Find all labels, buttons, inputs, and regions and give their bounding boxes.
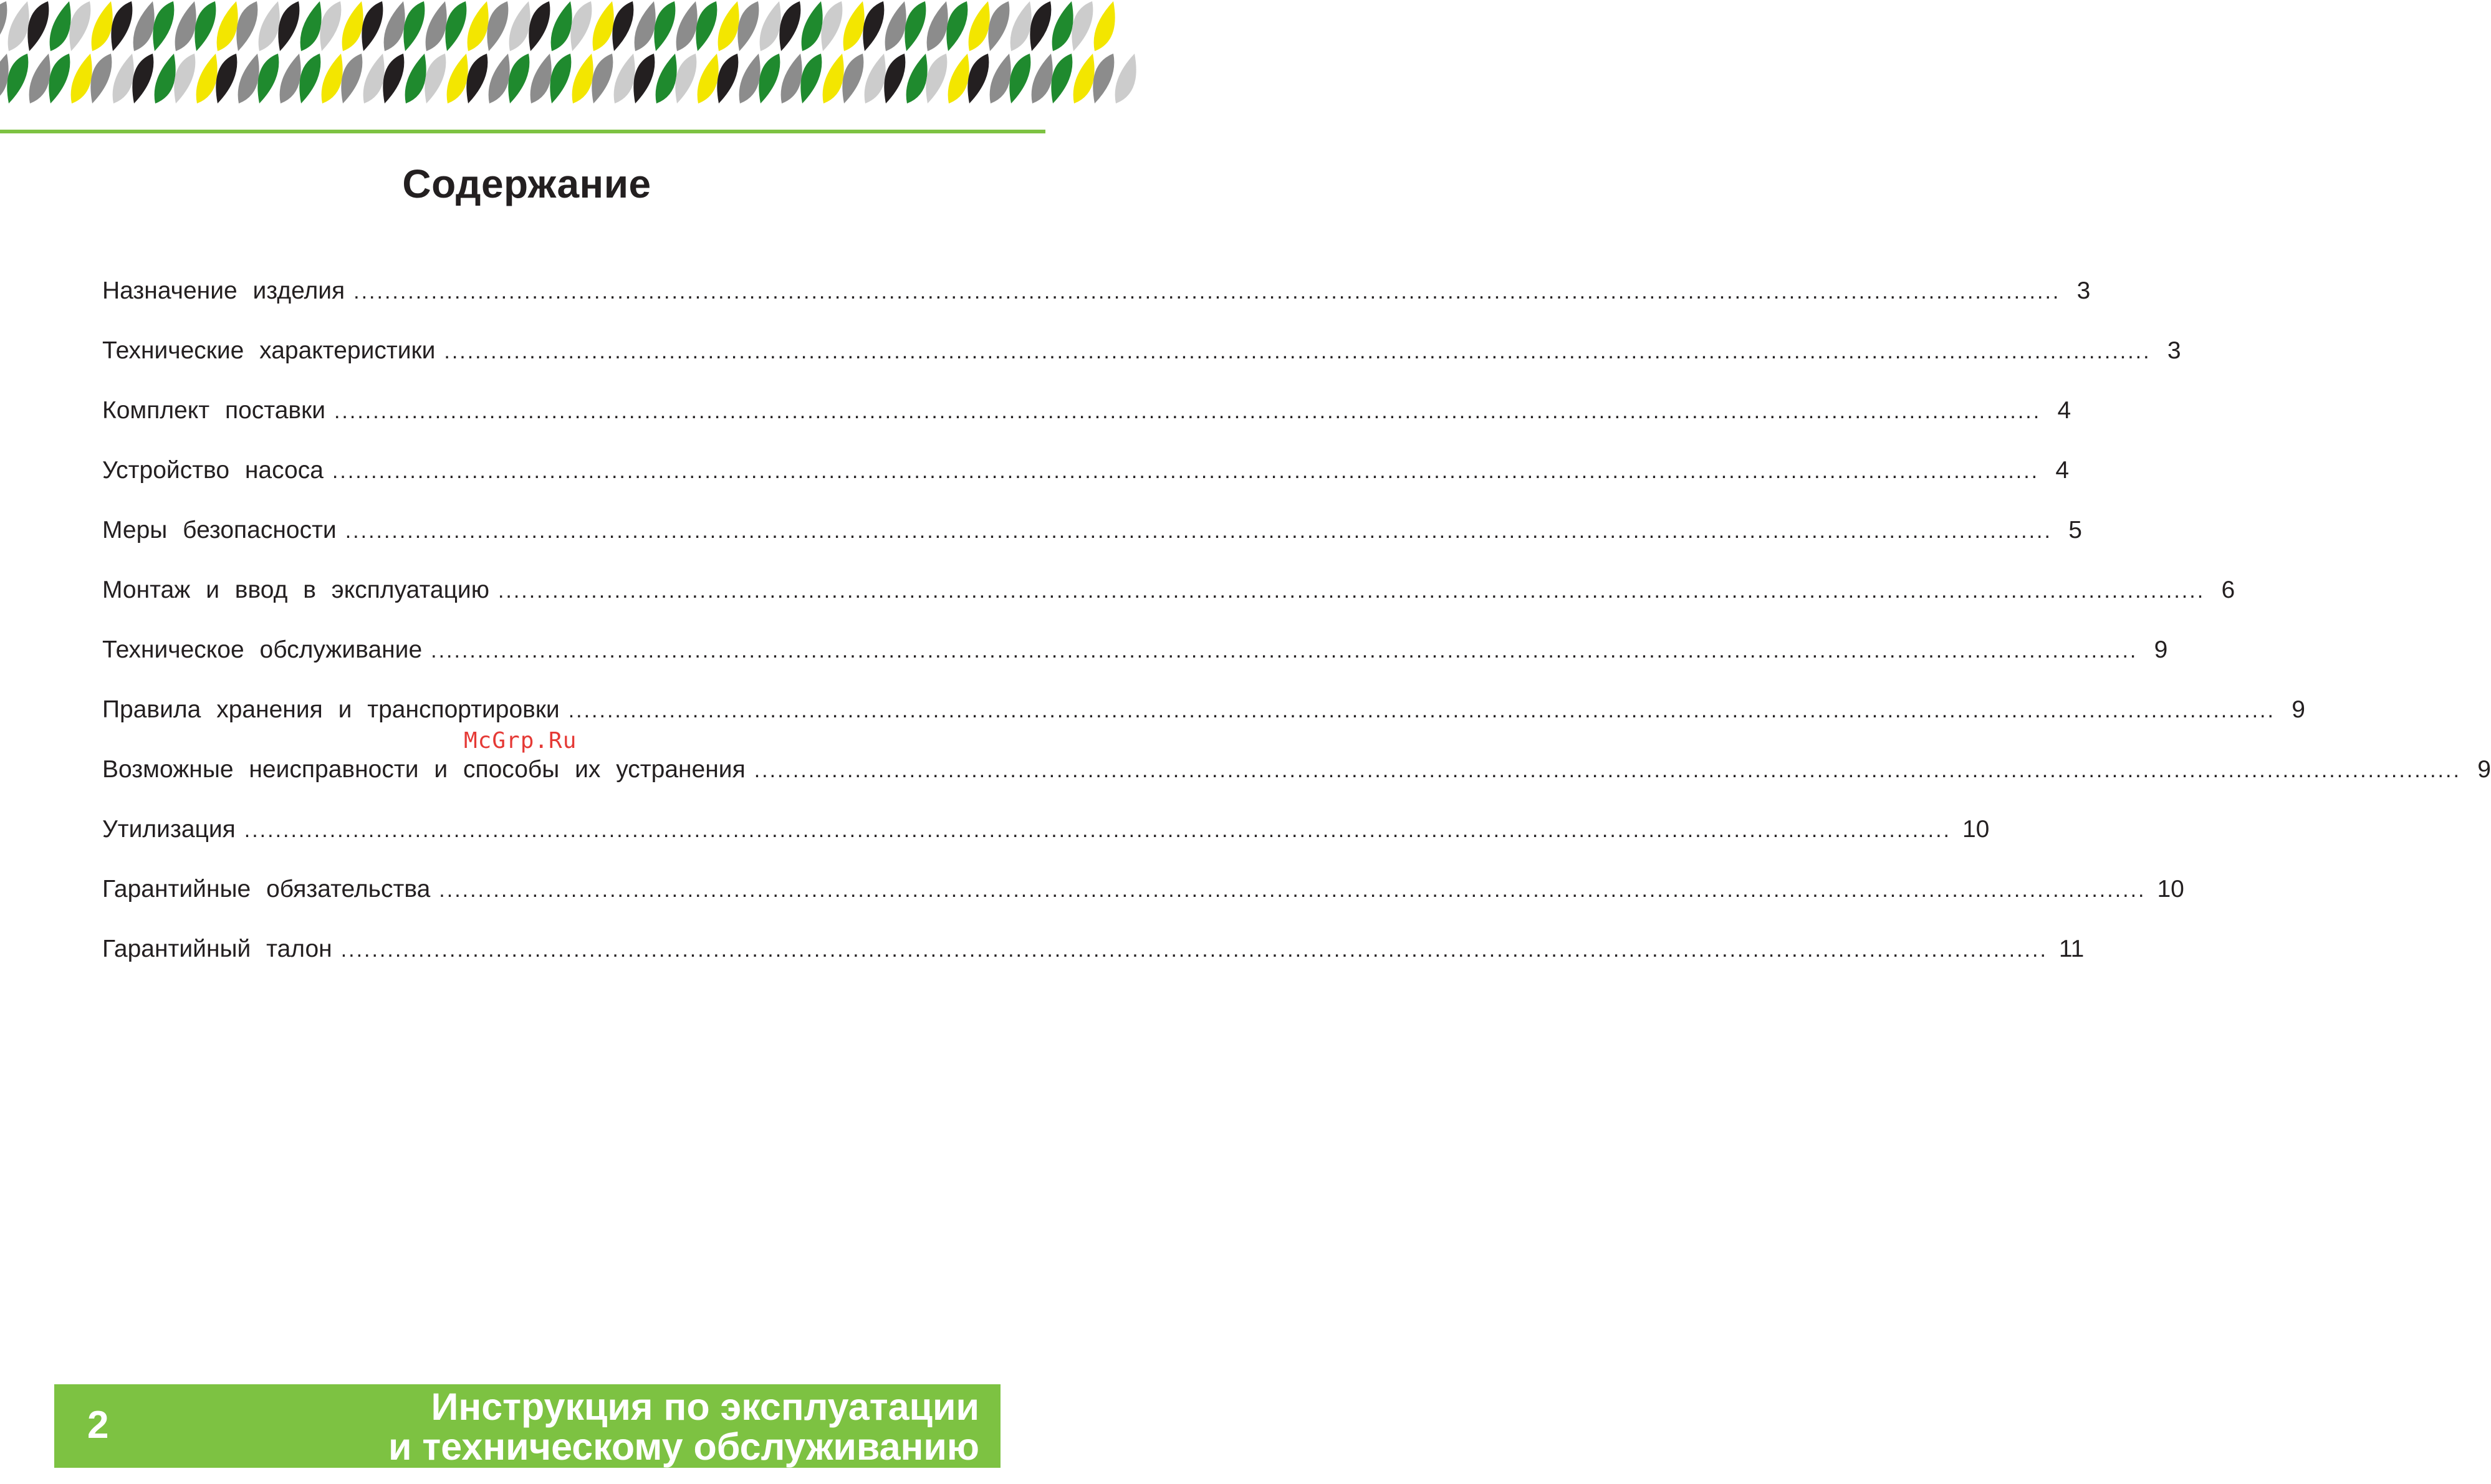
leaf-shape: [71, 54, 92, 103]
toc-entry-page: 9: [2477, 756, 2491, 783]
leaf-shape: [967, 54, 989, 103]
leaf-shape: [570, 1, 592, 51]
leaf-shape: [843, 1, 865, 51]
leaf-shape: [1052, 1, 1073, 51]
leaf-shape: [49, 54, 70, 103]
leaf-shape: [447, 54, 468, 103]
toc-dot-leader: ............................................................................................................................................................................................................................: [353, 280, 2061, 304]
leaf-shape: [739, 54, 761, 103]
leaf-shape: [675, 54, 696, 103]
leaf-shape: [1051, 54, 1072, 103]
leaf-shape: [175, 1, 196, 51]
leaf-shape: [800, 54, 822, 103]
leaf-shape: [155, 54, 176, 103]
toc-entry-page: 9: [2292, 696, 2305, 723]
toc-dot-leader: ............................................................................................................................................................................................................................: [754, 759, 2461, 782]
leaf-shape: [508, 54, 529, 103]
toc-dot-leader: ............................................................................................................................................................................................................................: [334, 400, 2042, 423]
toc-entry-page: 5: [2068, 517, 2082, 543]
leaf-shape: [842, 54, 863, 103]
leaf-shape: [717, 54, 738, 103]
toc-entry: [102, 457, 2070, 517]
toc-entry-page: 9: [2154, 636, 2168, 663]
leaf-shape: [1010, 1, 1032, 51]
toc-entry-title: Техническое обслуживание: [102, 636, 423, 663]
leaf-shape: [194, 1, 216, 51]
leaf-pattern-banner: [0, 0, 1045, 106]
toc-entry-page: 6: [2221, 577, 2235, 603]
page-number: 2: [87, 1404, 109, 1447]
toc-entry-page: 11: [2058, 936, 2085, 962]
leaf-shape: [718, 1, 739, 51]
leaf-shape: [489, 54, 510, 103]
leaf-shape: [90, 54, 112, 103]
leaf-shape: [906, 54, 928, 103]
leaf-shape: [29, 54, 50, 103]
leaf-shape: [990, 54, 1011, 103]
leaf-shape: [927, 1, 948, 51]
leaf-shape: [612, 1, 633, 51]
leaf-shape: [8, 1, 29, 51]
leaf-shape: [403, 1, 425, 51]
toc-entry-title: Назначение изделия: [102, 277, 345, 304]
leaf-shape: [27, 1, 49, 51]
table-of-contents: [102, 277, 2491, 995]
leaf-shape: [300, 1, 322, 51]
leaf-shape: [69, 1, 90, 51]
leaf-shape: [1093, 54, 1114, 103]
leaf-shape: [153, 1, 174, 51]
toc-entry-title: Возможные неисправности и способы их устранения: [102, 756, 746, 783]
leaf-shape: [280, 54, 301, 103]
leaf-shape: [426, 1, 447, 51]
leaf-shape: [1009, 54, 1030, 103]
leaf-shape: [635, 1, 656, 51]
leaf-shape: [196, 54, 218, 103]
leaf-shape: [863, 1, 884, 51]
toc-entry: [102, 517, 2082, 577]
toc-entry-page: 10: [2157, 876, 2184, 902]
leaf-shape: [216, 54, 237, 103]
header-divider: [0, 130, 1045, 133]
leaf-shape: [405, 54, 426, 103]
leaf-shape: [299, 54, 320, 103]
toc-entry-title: Утилизация: [102, 816, 236, 843]
leaf-shape: [802, 1, 823, 51]
toc-entry: [102, 577, 2235, 636]
toc-dot-leader: ............................................................................................................................................................................................................................: [439, 878, 2146, 902]
toc-entry-page: 3: [2167, 337, 2181, 364]
toc-dot-leader: ............................................................................................................................................................................................................................: [431, 639, 2138, 663]
toc-entry-title: Гарантийные обязательства: [102, 876, 431, 902]
leaf-shape: [0, 54, 9, 103]
leaf-shape: [779, 1, 800, 51]
leaf-shape: [1072, 1, 1093, 51]
toc-entry: [102, 636, 2168, 696]
leaf-shape: [633, 54, 655, 103]
leaf-shape: [592, 54, 613, 103]
leaf-shape: [342, 1, 363, 51]
leaf-shape: [737, 1, 759, 51]
leaf-shape: [238, 54, 259, 103]
toc-dot-leader: ............................................................................................................................................................................................................................: [340, 938, 2048, 962]
toc-entry-page: 3: [2076, 277, 2091, 304]
leaf-shape: [1073, 54, 1095, 103]
toc-dot-leader: ............................................................................................................................................................................................................................: [568, 699, 2275, 722]
leaf-shape: [509, 1, 530, 51]
toc-dot-leader: ............................................................................................................................................................................................................................: [497, 579, 2205, 603]
toc-dot-leader: ............................................................................................................................................................................................................................: [332, 459, 2040, 483]
toc-entry-title: Меры безопасности: [102, 517, 337, 543]
leaf-shape: [529, 1, 550, 51]
leaf-shape: [593, 1, 614, 51]
toc-dot-leader: ............................................................................................................................................................................................................................: [345, 519, 2052, 543]
toc-entry: [102, 756, 2491, 816]
toc-entry-title: Технические характеристики: [102, 337, 436, 364]
toc-entry: [102, 816, 1990, 876]
toc-entry: [102, 936, 2085, 995]
leaf-shape: [654, 1, 675, 51]
leaf-shape: [341, 54, 362, 103]
toc-entry-title: Гарантийный талон: [102, 936, 332, 962]
leaf-shape: [698, 54, 719, 103]
leaf-shape: [614, 54, 635, 103]
leaf-shape: [236, 1, 257, 51]
leaf-shape: [948, 54, 969, 103]
leaf-shape: [384, 1, 405, 51]
leaf-shape: [676, 1, 698, 51]
leaf-shape: [781, 54, 802, 103]
leaf-shape: [383, 54, 404, 103]
leaf-shape: [969, 1, 990, 51]
leaf-shape: [7, 54, 28, 103]
leaf-shape: [50, 1, 71, 51]
leaf-shape: [259, 1, 280, 51]
leaf-shape: [884, 54, 905, 103]
leaf-shape: [320, 1, 341, 51]
leaf-shape: [362, 1, 383, 51]
leaf-shape: [0, 1, 7, 51]
leaf-shape: [278, 1, 299, 51]
toc-entry-page: 10: [1962, 816, 1990, 843]
leaf-shape: [425, 54, 446, 103]
leaf-shape: [823, 54, 844, 103]
toc-entry: [102, 876, 2184, 936]
leaf-shape: [322, 54, 343, 103]
toc-entry: [102, 397, 2071, 457]
toc-entry-title: Правила хранения и транспортировки: [102, 696, 560, 723]
footer-title: [388, 1387, 979, 1467]
leaf-shape: [217, 1, 238, 51]
leaf-shape: [760, 1, 781, 51]
leaf-shape: [550, 54, 571, 103]
leaf-shape: [92, 1, 113, 51]
leaf-shape: [572, 54, 593, 103]
leaf-shape: [174, 54, 195, 103]
leaf-shape: [257, 54, 279, 103]
leaf-shape: [759, 54, 780, 103]
leaf-shape: [988, 1, 1009, 51]
watermark: McGrp.Ru: [464, 728, 577, 754]
toc-entry-title: Монтаж и ввод в эксплуатацию: [102, 577, 489, 603]
toc-dot-leader: ............................................................................................................................................................................................................................: [244, 818, 1951, 842]
leaf-shape: [1115, 54, 1136, 103]
leaf-shape: [363, 54, 385, 103]
leaf-shape: [885, 1, 906, 51]
leaf-shape: [445, 1, 466, 51]
leaf-shape: [487, 1, 508, 51]
leaf-shape: [530, 54, 552, 103]
leaf-shape: [113, 54, 134, 103]
leaf-shape: [1030, 1, 1051, 51]
leaf-shape: [111, 1, 132, 51]
footer-title-line2: и техническому обслуживанию: [388, 1425, 979, 1468]
leaf-shape: [821, 1, 842, 51]
leaf-shape: [1094, 1, 1115, 51]
footer-title-line1: Инструкция по эксплуатации: [431, 1386, 979, 1428]
leaf-shape: [1032, 54, 1053, 103]
footer-bar: [54, 1384, 1001, 1468]
leaf-shape: [696, 1, 717, 51]
leaf-shape: [926, 54, 947, 103]
leaf-shape: [946, 1, 967, 51]
toc-entry-page: 4: [2055, 457, 2070, 484]
leaf-shape: [466, 54, 487, 103]
toc-entry-title: Устройство насоса: [102, 457, 324, 484]
leaf-shape: [132, 54, 153, 103]
toc-entry: [102, 277, 2091, 337]
leaf-shape: [468, 1, 489, 51]
page-title: Содержание: [402, 161, 651, 206]
toc-entry: [102, 337, 2181, 397]
leaf-shape: [656, 54, 677, 103]
leaf-shape: [133, 1, 155, 51]
toc-entry-page: 4: [2057, 397, 2071, 424]
toc-entry-title: Комплект поставки: [102, 397, 325, 424]
leaf-shape: [551, 1, 572, 51]
leaf-shape: [905, 1, 926, 51]
toc-dot-leader: ............................................................................................................................................................................................................................: [444, 340, 2151, 363]
leaf-shape: [865, 54, 886, 103]
